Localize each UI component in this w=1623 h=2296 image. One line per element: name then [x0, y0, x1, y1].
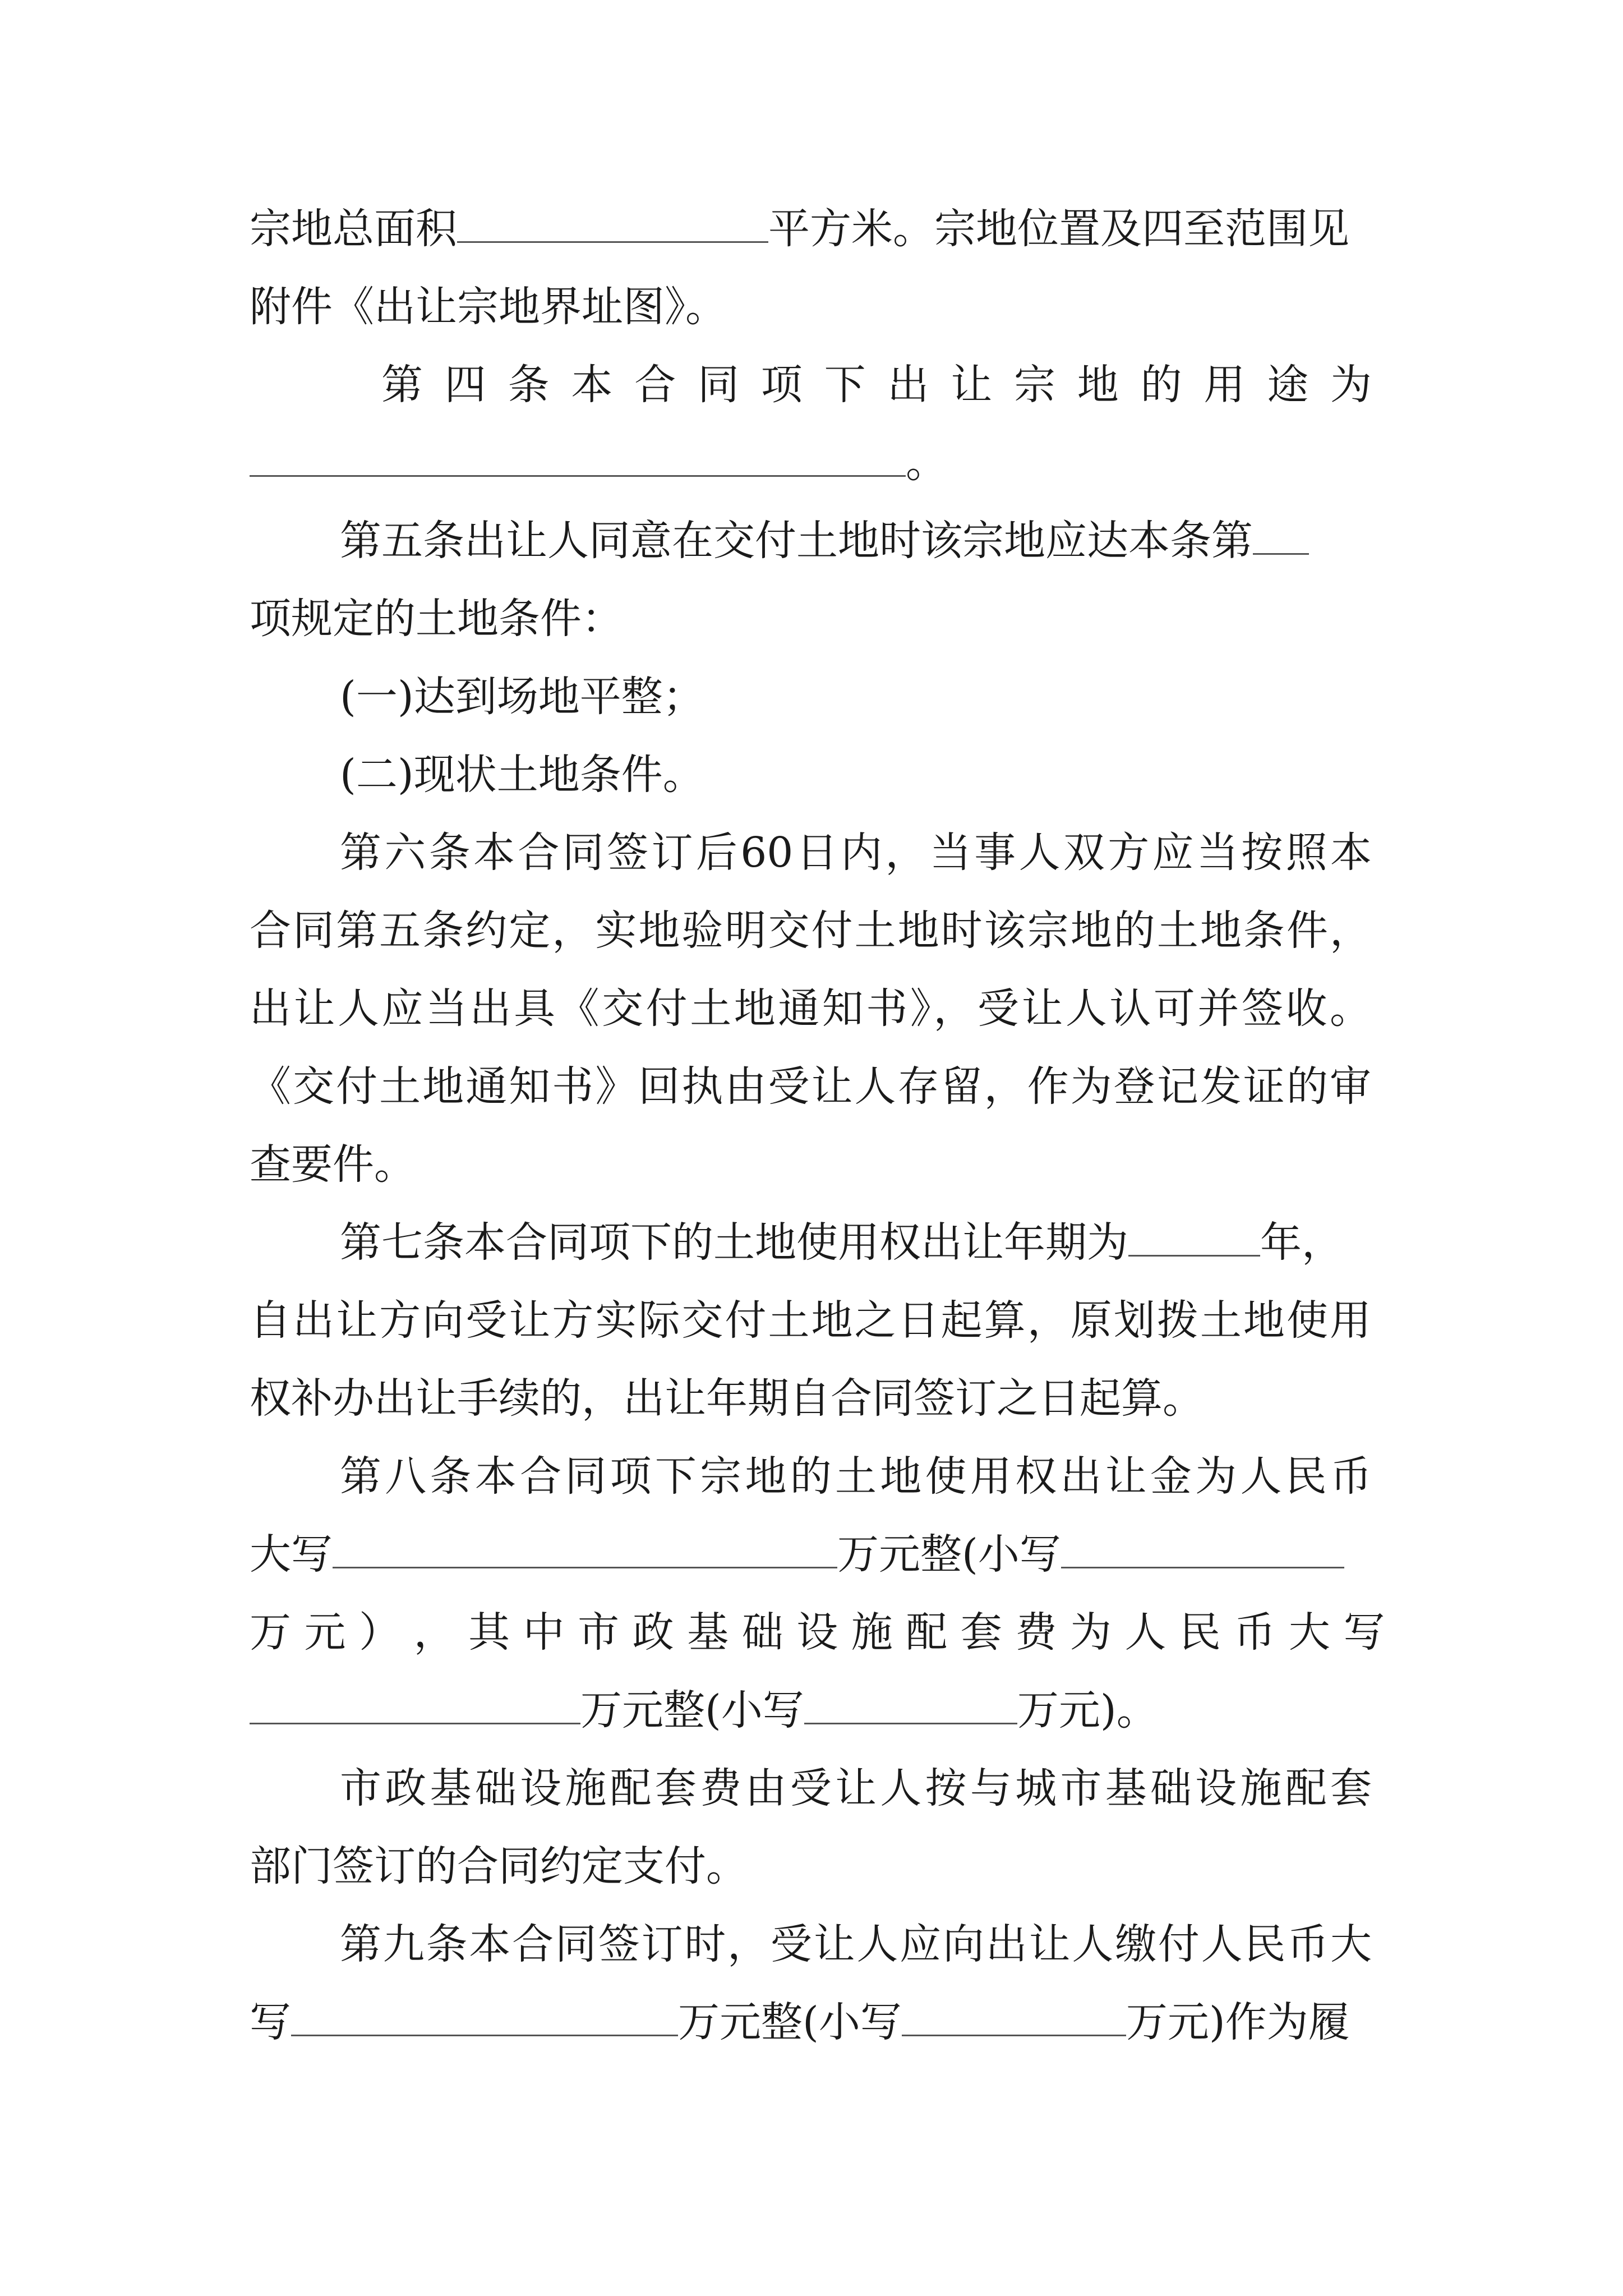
- text-segment: 权补办出让手续的，出让年期自合同签订之日起算。: [250, 1374, 1204, 1423]
- text-segment: 《交付土地通知书》回执由受让人存留，作为登记发证的审: [250, 1062, 1371, 1111]
- text-segment: (二)现状土地条件。: [340, 751, 704, 799]
- text-line-22: [250, 1841, 1371, 1892]
- text-line-15: [250, 1295, 1371, 1346]
- text-segment: 附件《出让宗地界址图》。: [250, 283, 727, 331]
- text-line-17: [340, 1451, 1372, 1502]
- fill-in-blank-deposit-lowercase[interactable]: [902, 2000, 1126, 2036]
- text-line-7: [340, 671, 1372, 722]
- fill-in-blank-term-years[interactable]: [1128, 1220, 1260, 1257]
- text-segment: 第五条出让人同意在交付土地时该宗地应达本条第: [340, 517, 1253, 565]
- text-line-4: [250, 438, 1371, 488]
- text-line-11: [250, 983, 1371, 1034]
- text-segment: 写: [250, 1998, 291, 2046]
- text-line-1: [250, 204, 1371, 254]
- text-line-10: [250, 905, 1371, 956]
- text-line-16: [250, 1373, 1371, 1424]
- fill-in-blank-infra-fee-lowercase[interactable]: [804, 1688, 1017, 1724]
- text-line-9: [340, 827, 1372, 878]
- text-segment: (一)达到场地平整；: [340, 673, 704, 721]
- text-segment: 万元整(小写: [837, 1530, 1061, 1579]
- text-line-23: [340, 1919, 1372, 1970]
- text-line-24: [250, 1997, 1371, 2047]
- text-segment: 自出让方向受让方实际交付土地之日起算，原划拨土地使用: [250, 1296, 1371, 1345]
- text-line-5: [340, 516, 1372, 566]
- text-segment: 。: [906, 439, 947, 487]
- text-line-19: [250, 1607, 1385, 1658]
- text-segment: 部门签订的合同约定支付。: [250, 1842, 748, 1890]
- text-segment: 第八条本合同项下宗地的土地使用权出让金为人民币: [340, 1452, 1372, 1501]
- text-segment: 宗地总面积: [250, 205, 457, 253]
- text-segment: 第七条本合同项下的土地使用权出让年期为: [340, 1218, 1128, 1267]
- text-segment: 万元整(小写: [678, 1998, 902, 2046]
- fill-in-blank-land-use[interactable]: [250, 440, 906, 477]
- text-line-3: [381, 360, 1372, 410]
- text-segment: 出让人应当出具《交付土地通知书》，受让人认可并签收。: [250, 984, 1371, 1033]
- text-line-20: [250, 1685, 1371, 1736]
- text-segment: 第六条本合同签订后60日内，当事人双方应当按照本: [340, 829, 1372, 877]
- text-segment: 万 元 ） ， 其 中 市 政 基 础 设 施 配 套 费 为 人 民 币 大 写: [250, 1608, 1385, 1657]
- text-segment: 平方米。宗地位置及四至范围见: [768, 205, 1349, 253]
- text-segment: 合同第五条约定，实地验明交付土地时该宗地的土地条件，: [250, 907, 1371, 955]
- text-segment: 第 四 条 本 合 同 项 下 出 让 宗 地 的 用 途 为: [381, 361, 1372, 409]
- fill-in-blank-deposit-uppercase[interactable]: [291, 2000, 678, 2036]
- text-line-21: [340, 1763, 1372, 1814]
- text-line-6: [250, 593, 1371, 644]
- text-segment: 年，: [1260, 1218, 1343, 1267]
- text-segment: 查要件。: [250, 1140, 416, 1189]
- text-segment: 万元)作为履: [1126, 1998, 1350, 2046]
- text-line-18: [250, 1529, 1371, 1580]
- fill-in-blank-fee-uppercase[interactable]: [333, 1532, 837, 1568]
- fill-in-blank-fee-lowercase[interactable]: [1061, 1532, 1344, 1568]
- fill-in-blank-infra-fee-uppercase[interactable]: [250, 1688, 580, 1724]
- text-segment: 万元)。: [1017, 1686, 1158, 1734]
- text-line-13: [250, 1139, 1371, 1190]
- text-line-8: [340, 749, 1372, 800]
- text-segment: 第九条本合同签订时，受让人应向出让人缴付人民币大: [340, 1920, 1372, 1968]
- text-segment: 大写: [250, 1530, 333, 1579]
- text-segment: 项规定的土地条件：: [250, 595, 623, 643]
- text-segment: 市政基础设施配套费由受让人按与城市基础设施配套: [340, 1764, 1372, 1812]
- fill-in-blank-item-number[interactable]: [1253, 518, 1309, 555]
- text-line-14: [340, 1217, 1372, 1268]
- text-segment: 万元整(小写: [580, 1686, 804, 1734]
- fill-in-blank-area[interactable]: [457, 206, 768, 243]
- text-line-2: [250, 282, 1371, 332]
- text-line-12: [250, 1061, 1371, 1112]
